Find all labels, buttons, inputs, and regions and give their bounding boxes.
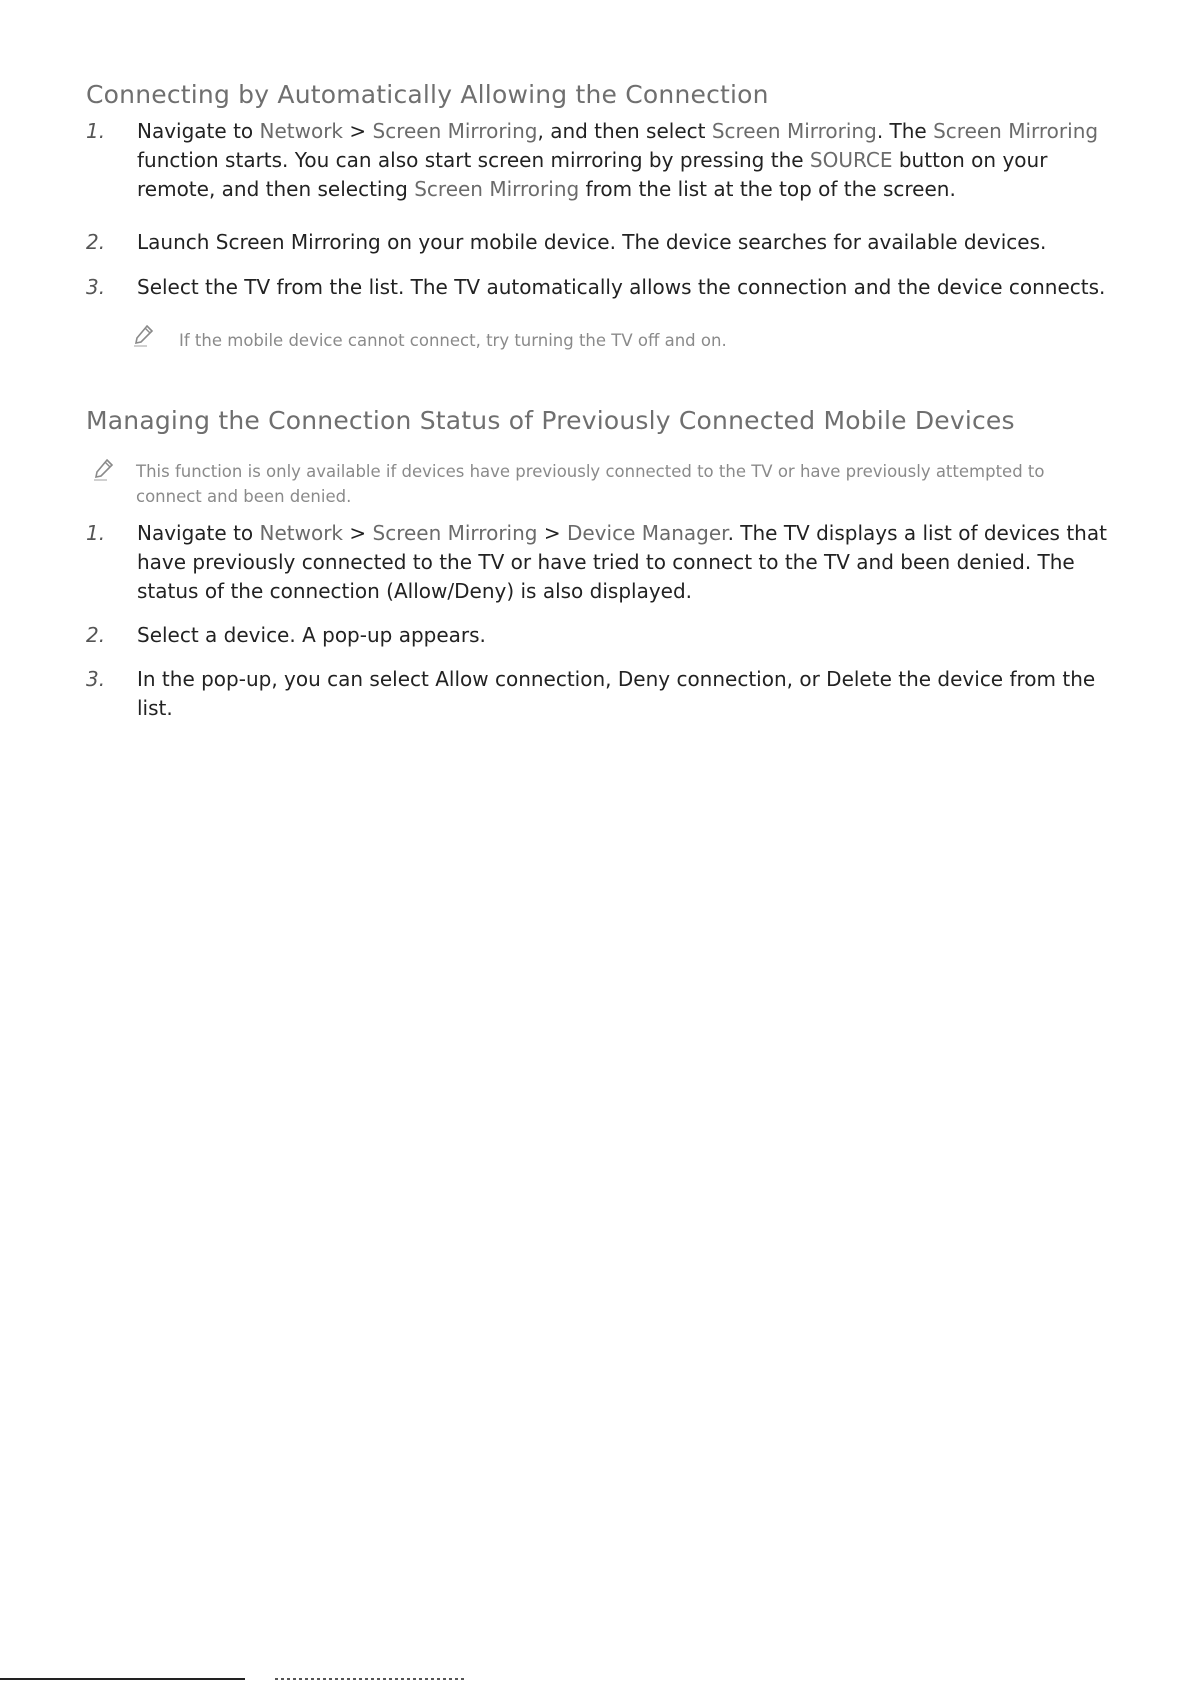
menu-path-text: Device Manager: [566, 521, 728, 545]
body-text: . The TV displays a list of devices that have previously connected to the TV or have tried to connect to the TV and been denied. The status of the connection (Allow/Deny) is also displayed.: [137, 521, 1107, 603]
body-text: from the list at the top of the screen.: [579, 177, 956, 201]
body-text: Select a device. A pop-up appears.: [137, 623, 486, 647]
step-number: 2.: [86, 623, 106, 647]
menu-path-text: SOURCE: [809, 148, 893, 172]
body-text: Launch Screen Mirroring on your mobile device. The device searches for available devices.: [137, 230, 1047, 254]
menu-path-text: Screen Mirroring: [414, 177, 580, 201]
menu-path-text: Screen Mirroring: [372, 119, 538, 143]
step-1-manage: [86, 519, 1116, 606]
menu-path-text: Network: [259, 119, 344, 143]
note-text: If the mobile device cannot connect, try turning the TV off and on.: [179, 331, 727, 350]
menu-path-text: Screen Mirroring: [711, 119, 877, 143]
step-2-auto: [86, 228, 1116, 257]
step-3-auto: [86, 273, 1116, 302]
body-text: In the pop-up, you can select Allow connection, Deny connection, or Delete the device from the list.: [137, 667, 1096, 720]
menu-path-text: Screen Mirroring: [372, 521, 538, 545]
body-text: Select the TV from the list. The TV automatically allows the connection and the device connects.: [137, 275, 1106, 299]
step-text: [137, 228, 1116, 257]
menu-path-text: Network: [259, 521, 344, 545]
menu-path-text: Screen Mirroring: [933, 119, 1099, 143]
body-text: >: [537, 521, 567, 545]
step-text: [137, 665, 1116, 723]
body-text: button on your remote, and then selecting: [137, 148, 1048, 201]
step-number: 1.: [86, 119, 106, 143]
body-text: >: [343, 119, 373, 143]
step-3-manage: [86, 665, 1116, 723]
body-text: , and then select: [537, 119, 712, 143]
step-2-manage: [86, 621, 1116, 650]
step-number: 3.: [86, 667, 106, 691]
section-title-auto-allow: Connecting by Automatically Allowing the Connection: [86, 80, 769, 109]
step-number: 1.: [86, 521, 106, 545]
step-text: [137, 621, 1116, 650]
body-text: . The: [876, 119, 934, 143]
body-text: Navigate to: [137, 521, 260, 545]
step-text: [137, 273, 1116, 302]
section-title-manage-status: Managing the Connection Status of Previously Connected Mobile Devices: [86, 406, 1015, 435]
pencil-icon: [93, 458, 115, 482]
footer-rule: [0, 1678, 245, 1680]
body-text: >: [343, 521, 373, 545]
pencil-icon: [133, 324, 155, 348]
step-number: 3.: [86, 275, 106, 299]
body-text: function starts. You can also start screen mirroring by pressing the: [137, 148, 810, 172]
step-text: [137, 117, 1116, 204]
body-text: Navigate to: [137, 119, 260, 143]
step-1-auto: [86, 117, 1116, 204]
step-text: [137, 519, 1116, 606]
footer-marks: [275, 1678, 465, 1680]
note-text: This function is only available if devices have previously connected to the TV or have previously attempted to connect and been denied.: [136, 462, 1045, 506]
step-number: 2.: [86, 230, 106, 254]
